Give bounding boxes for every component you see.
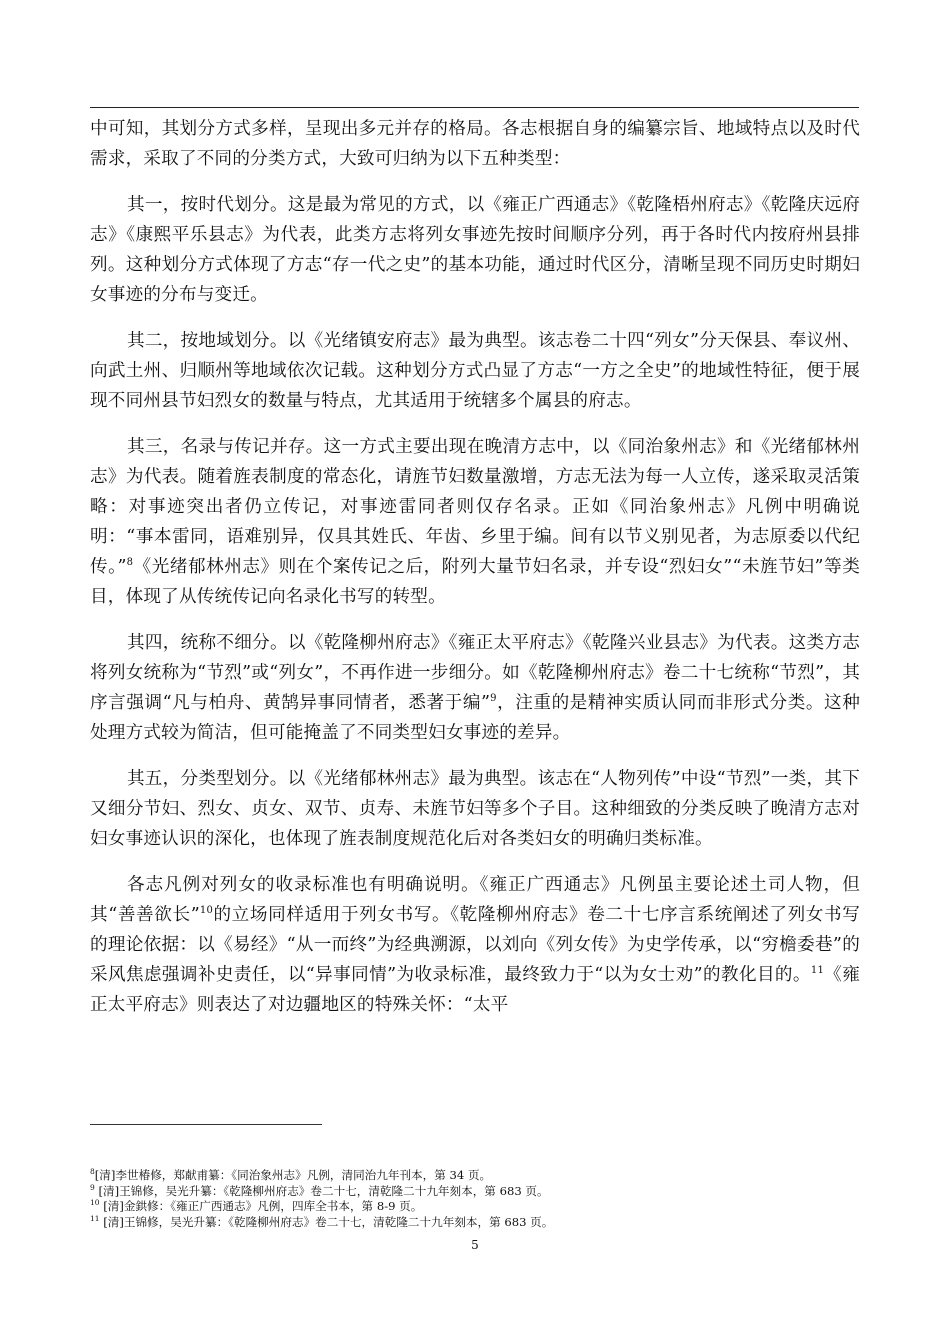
paragraph-text: 《光绪郁林州志》则在个案传记之后，附列大量节妇名录，并专设“烈妇女”“未旌节妇”等类目，体现了从传统传记向名录化书写的转型。 [90, 557, 861, 607]
paragraph-text: ，注重的是精神实质认同而非形式分类。这种处理方式较为简洁，但可能掩盖了不同类型妇女事迹的差异。 [90, 693, 860, 743]
footnote [90, 1168, 860, 1184]
footnote [90, 1184, 860, 1200]
footnote-separator [90, 1124, 322, 1125]
footnote-reference[interactable]: 8 [126, 557, 134, 569]
body-paragraph [90, 190, 860, 310]
footnotes [90, 1168, 860, 1230]
paragraph-text: 其四，统称不细分。以《乾隆柳州府志》《雍正太平府志》《乾隆兴业县志》为代表。这类方志将列女统称为“节烈”或“列女”，不再作进一步细分。如《乾隆柳州府志》卷二十七统称“节烈”，其序言强调“凡与柏舟、黄鹄异事同情者，悉著于编” [90, 633, 860, 713]
footnote-text: [清]李世椿修，郑献甫纂：《同治象州志》凡例，清同治九年刊本，第 34 页。 [94, 1168, 492, 1182]
page-number: 5 [471, 1238, 479, 1252]
footnote-reference[interactable]: 9 [490, 693, 497, 705]
paragraph-text: 其二，按地域划分。以《光绪镇安府志》最为典型。该志卷二十四“列女”分天保县、奉议州、向武土州、归顺州等地域依次记载。这种划分方式凸显了方志“一方之全史”的地域性特征，便于展现不同州县节妇烈女的数量与特点，尤其适用于统辖多个属县的府志。 [90, 331, 860, 411]
paragraph-text: 的立场同样适用于列女书写。《乾隆柳州府志》卷二十七序言系统阐述了列女书写的理论依据：以《易经》“从一而终”为经典溯源，以刘向《列女传》为史学传承，以“穷檐委巷”的采风焦虑强调补史责任，以“异事同情”为收录标准，最终致力于“以为女士劝”的教化目的。 [90, 905, 861, 985]
body-paragraph [90, 870, 860, 1020]
footnote-text: [清]王锦修，吴光升纂：《乾隆柳州府志》卷二十七，清乾隆二十九年刻本，第 683 页。 [99, 1214, 554, 1229]
footnote-number: 10 [90, 1198, 100, 1208]
footnote-number: 11 [90, 1213, 100, 1223]
footnote-number: 8 [90, 1167, 95, 1177]
footnote-number: 9 [90, 1182, 95, 1192]
paragraph-text: 其五，分类型划分。以《光绪郁林州志》最为典型。该志在“人物列传”中设“节烈”一类，其下又细分节妇、烈女、贞女、双节、贞寿、未旌节妇等多个子目。这种细致的分类反映了晚清方志对妇女事迹认识的深化，也体现了旌表制度规范化后对各类妇女的明确归类标准。 [90, 769, 860, 849]
top-rule [90, 107, 859, 108]
footnote-reference[interactable]: 10 [199, 905, 214, 917]
footnote-text: [清]金鉷修：《雍正广西通志》凡例，四库全书本，第 8-9 页。 [99, 1199, 423, 1213]
body-paragraph [90, 326, 860, 416]
paragraph-text: 各志凡例对列女的收录标准也有明确说明。《雍正广西通志》凡例虽主要论述土司人物，但其“善善欲长” [90, 875, 860, 925]
footnote [90, 1215, 860, 1231]
body-paragraph [90, 114, 860, 174]
body-paragraph [90, 432, 860, 612]
paragraph-text: 《雍正太平府志》则表达了对边疆地区的特殊关怀：“太平 [90, 965, 860, 1015]
footnote-reference[interactable]: 11 [810, 965, 825, 977]
footnote-text: [清]王锦修，吴光升纂：《乾隆柳州府志》卷二十七，清乾隆二十九年刻本，第 683 页。 [94, 1183, 549, 1198]
body-paragraph [90, 628, 860, 748]
paragraph-text: 其一，按时代划分。这是最为常见的方式，以《雍正广西通志》《乾隆梧州府志》《乾隆庆远府志》《康熙平乐县志》为代表，此类方志将列女事迹先按时间顺序分列，再于各时代内按府州县排列。这种划分方式体现了方志“存一代之史”的基本功能，通过时代区分，清晰呈现不同历史时期妇女事迹的分布与变迁。 [90, 195, 860, 305]
body-paragraph [90, 764, 860, 854]
main-text [90, 114, 860, 1020]
paragraph-text: 中可知，其划分方式多样，呈现出多元并存的格局。各志根据自身的编纂宗旨、地域特点以及时代需求，采取了不同的分类方式，大致可归纳为以下五种类型： [90, 119, 860, 169]
paragraph-text: 其三，名录与传记并存。这一方式主要出现在晚清方志中，以《同治象州志》和《光绪郁林州志》为代表。随着旌表制度的常态化，请旌节妇数量激增，方志无法为每一人立传，遂采取灵活策略：对事迹突出者仍立传记，对事迹雷同者则仅存名录。正如《同治象州志》凡例中明确说明：“事本雷同，语难别异，仅具其姓氏、年齿、乡里于编。间有以节义别见者，为志原委以代纪传。” [90, 437, 860, 577]
footnote [90, 1199, 860, 1215]
